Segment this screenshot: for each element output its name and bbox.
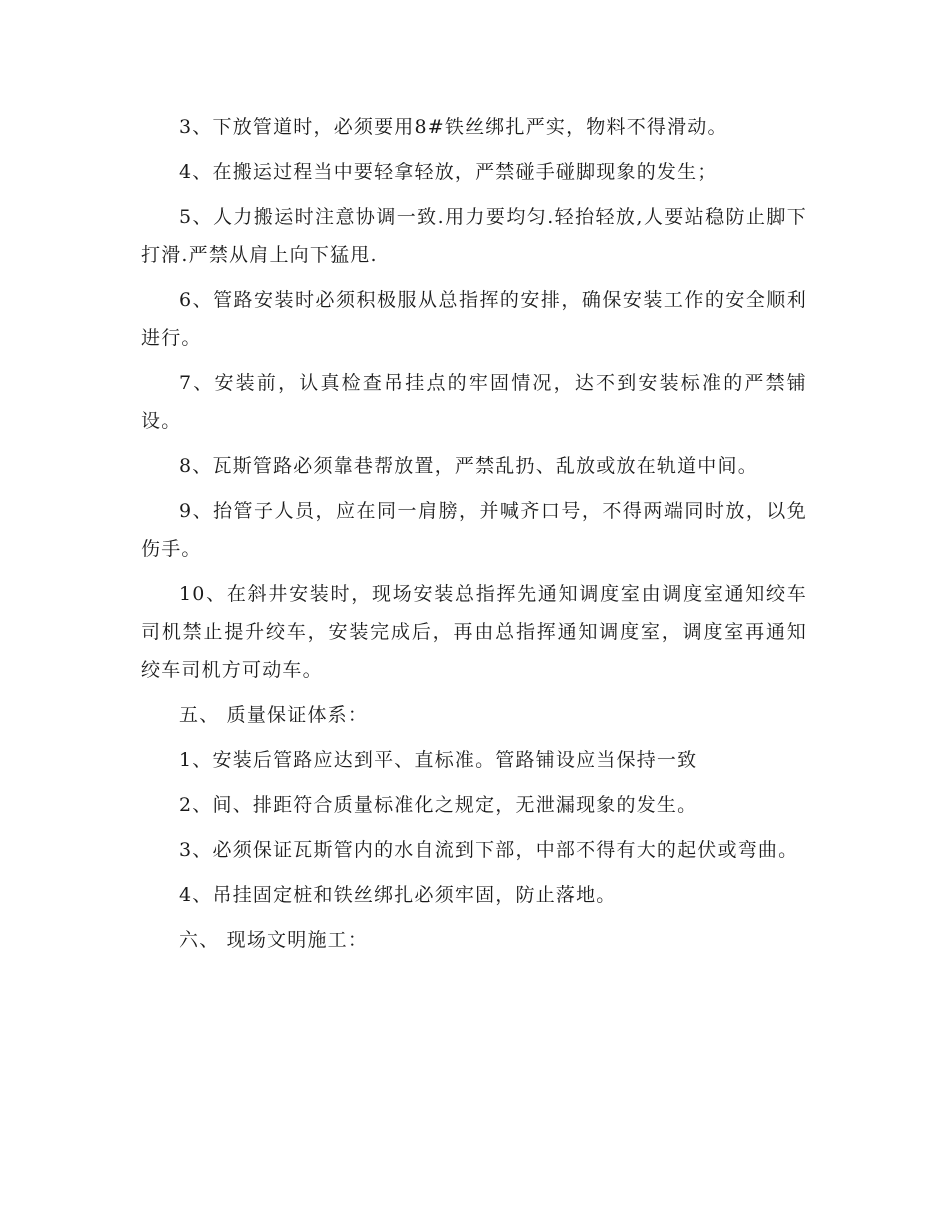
quality-item-2: 2、间、排距符合质量标准化之规定，无泄漏现象的发生。 — [179, 794, 698, 816]
paragraph-item-8: 8、瓦斯管路必须靠巷帮放置，严禁乱扔、乱放或放在轨道中间。 — [179, 455, 758, 477]
paragraph-item-10: 10、在斜井安装时，现场安装总指挥先通知调度室由调度室通知绞车司机禁止提升绞车，安装完成后，再由总指挥通知调度室，调度室再通知绞车司机方可动车。 — [141, 583, 807, 681]
quality-item-1: 1、安装后管路应达到平、直标准。管路铺设应当保持一致 — [179, 749, 698, 771]
paragraph-item-9: 9、抬管子人员，应在同一肩膀，并喊齐口号，不得两端同时放，以免伤手。 — [141, 500, 807, 560]
paragraph-item-5: 5、人力搬运时注意协调一致.用力要均匀.轻抬轻放,人要站稳防止脚下打滑.严禁从肩上向下猛甩. — [141, 206, 807, 266]
document-body — [141, 108, 807, 966]
section-heading-civilized-construction: 六、 现场文明施工： — [179, 929, 369, 951]
quality-item-4: 4、吊挂固定桩和铁丝绑扎必须牢固，防止落地。 — [179, 884, 617, 906]
paragraph-item-4: 4、在搬运过程当中要轻拿轻放，严禁碰手碰脚现象的发生； — [179, 161, 718, 183]
section-heading-quality: 五、 质量保证体系： — [179, 704, 369, 726]
paragraph-item-3: 3、下放管道时，必须要用8#铁丝绑扎严实，物料不得滑动。 — [179, 116, 728, 138]
paragraph-item-7: 7、安装前，认真检查吊挂点的牢固情况，达不到安装标准的严禁铺设。 — [141, 372, 807, 432]
paragraph-item-6: 6、管路安装时必须积极服从总指挥的安排，确保安装工作的安全顺利进行。 — [141, 289, 807, 349]
quality-item-3: 3、必须保证瓦斯管内的水自流到下部，中部不得有大的起伏或弯曲。 — [179, 839, 799, 861]
